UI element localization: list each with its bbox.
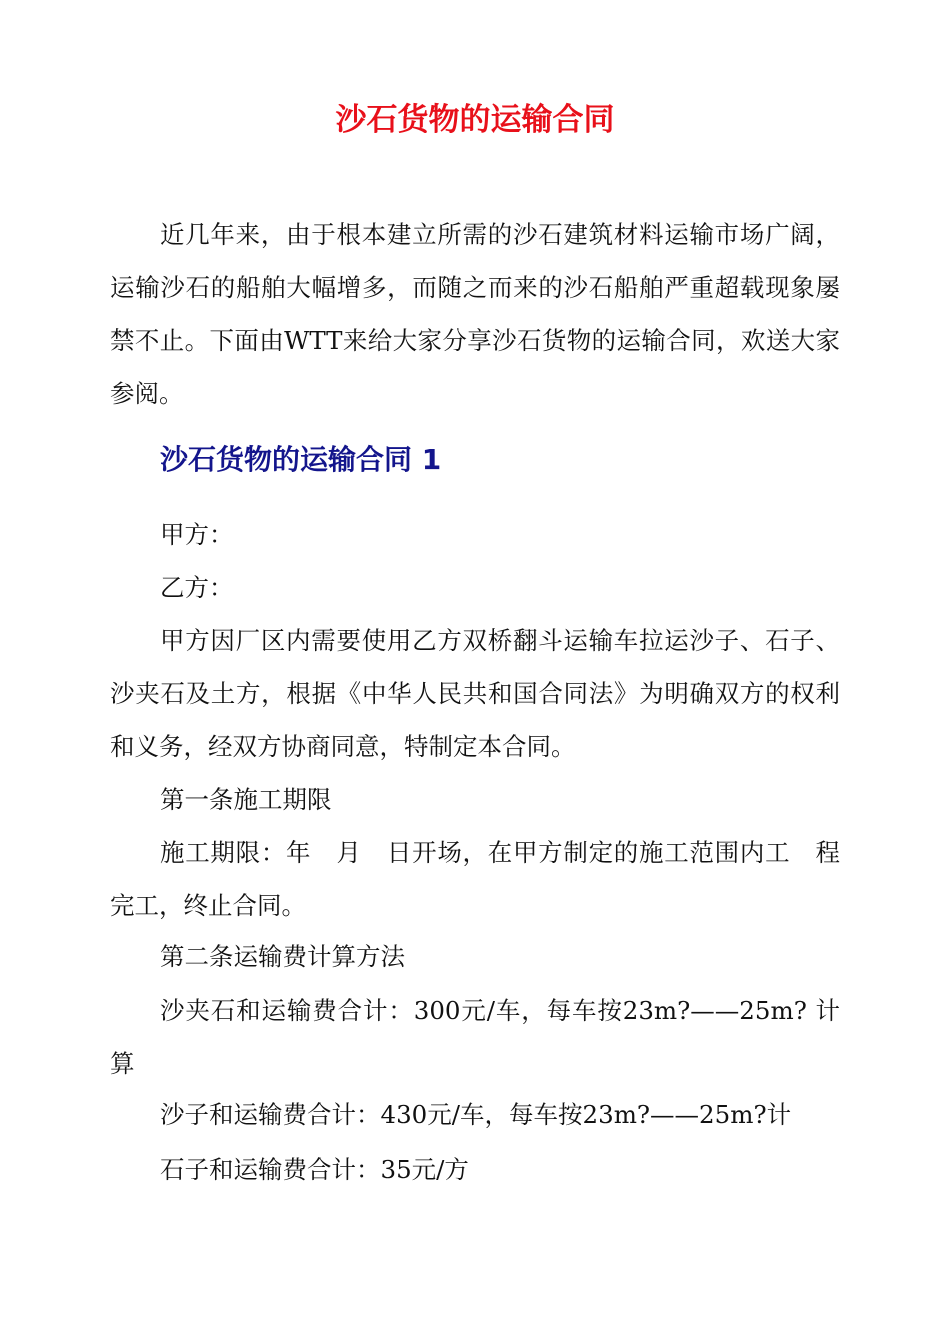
article-1-heading: 第一条施工期限: [160, 785, 332, 814]
fee-line-sand: 沙子和运输费合计：430元/车，每车按23m?——25m?计: [160, 1100, 792, 1129]
document-title: 沙石货物的运输合同: [335, 102, 615, 138]
intro-paragraph: 近几年来，由于根本建立所需的沙石建筑材料运输市场广阔，运输沙石的船舶大幅增多，而随之而来的沙石船舶严重超载现象屡禁不止。下面由WTT来给大家分享沙石货物的运输合同，欢送大家参阅。: [110, 220, 840, 408]
article-2-heading: 第二条运输费计算方法: [160, 942, 405, 971]
section-title: 沙石货物的运输合同 1: [160, 443, 442, 476]
contract-body-paragraph: 甲方因厂区内需要使用乙方双桥翻斗运输车拉运沙子、石子、沙夹石及土方，根据《中华人民共和国合同法》为明确双方的权利和义务，经双方协商同意，特制定本合同。: [110, 626, 840, 761]
fee-line-sand-gravel: 沙夹石和运输费合计：300元/车，每车按23m?——25m? 计算: [110, 996, 840, 1078]
term-paragraph: 施工期限：年 月 日开场，在甲方制定的施工范围内工 程完工，终止合同。: [110, 838, 840, 920]
party-a-line: 甲方：: [160, 520, 234, 549]
fee-line-stone: 石子和运输费合计：35元/方: [160, 1155, 469, 1184]
party-b-line: 乙方：: [160, 573, 234, 602]
